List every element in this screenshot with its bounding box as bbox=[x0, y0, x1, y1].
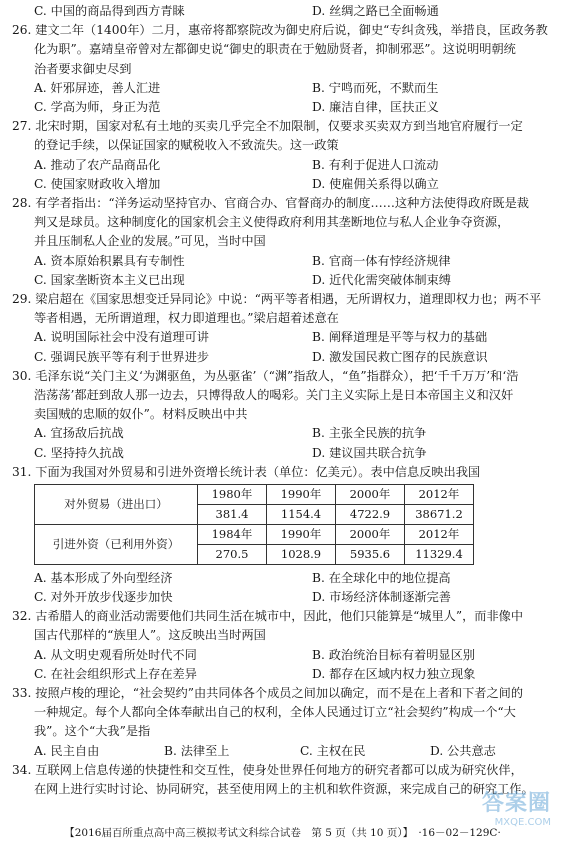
question-26 bbox=[12, 21, 553, 117]
value-cell: 1028.9 bbox=[267, 544, 336, 564]
option-c: C. 主权在民 bbox=[300, 743, 366, 758]
value-cell: 270.5 bbox=[198, 544, 267, 564]
option-c: C. 强调民族平等有利于世界进步 bbox=[34, 349, 210, 364]
question-text-line: 34. 互联网上信息传递的快捷性和交互性，使身处世界任何地方的研究者都可以成为研究伙伴， bbox=[12, 762, 523, 777]
question-text-line: 国古代那样的“族里人”。这反映出当时两国 bbox=[34, 628, 266, 643]
option-a: A. 资本原始积累具有专制性 bbox=[34, 253, 185, 268]
year-cell: 2000年 bbox=[336, 484, 405, 504]
question-text-line: 29. 梁启超在《国家思想变迁异同论》中说：“两平等者相遇，无所谓权力，道理即权力也；两不平 bbox=[12, 291, 542, 306]
option-b: B. 政治统治目标有着明显区别 bbox=[312, 647, 475, 662]
year-cell: 1984年 bbox=[198, 524, 267, 544]
question-text-line: 并且压制私人企业的发展。”可见，当时中国 bbox=[34, 234, 266, 249]
question-text-line: 在网上进行实时讨论、协同研究，甚至使用网上的主机和软件资源，来完成自己的研究工作。 bbox=[34, 782, 534, 797]
option-a: A. 奸邪屏迹，善人汇进 bbox=[34, 80, 161, 95]
year-cell: 2000年 bbox=[336, 524, 405, 544]
year-cell: 1980年 bbox=[198, 484, 267, 504]
question-text-line: 一种规定。每个人都向全体奉献出自己的权利，全体人民通过订立“社会契约”构成一个“大 bbox=[34, 705, 516, 720]
option-d: D. 公共意志 bbox=[430, 743, 496, 758]
options-row bbox=[12, 569, 553, 588]
question-31 bbox=[12, 463, 553, 608]
option-d: D. 激发国民救亡图存的民族意识 bbox=[312, 349, 488, 364]
question-text-line: 浩荡荡’都赶到敌人那一边去，只博得敌人的喝彩。关门主义实际上是日本帝国主义和汉奸 bbox=[34, 387, 514, 402]
row-label-trade: 对外贸易（进出口） bbox=[35, 484, 198, 524]
prev-question-options bbox=[12, 2, 553, 21]
question-text-line: 27. 北宋时期，国家对私有土地的买卖几乎完全不加限制，仅要求买卖双方到当地官府履行一定 bbox=[12, 119, 523, 134]
option-c: C. 坚持持久抗战 bbox=[34, 445, 124, 460]
value-cell: 38671.2 bbox=[405, 504, 474, 524]
options-row bbox=[12, 444, 553, 463]
question-text-line: 的登记手续，以保证国家的赋税收入不致流失。这一政策 bbox=[34, 138, 339, 153]
options-row bbox=[12, 424, 553, 443]
value-cell: 4722.9 bbox=[336, 504, 405, 524]
option-d: D. 建议国共联合抗争 bbox=[312, 445, 427, 460]
question-text-line: 治者要求御史尽到 bbox=[34, 61, 132, 76]
option-c: C. 国家垄断资本主义已出现 bbox=[34, 272, 185, 287]
question-text-line: 卖国贼的忠顺的奴仆”。材料反映出中共 bbox=[34, 407, 248, 422]
year-cell: 1990年 bbox=[267, 524, 336, 544]
option-a: A. 宜扬敌后抗战 bbox=[34, 426, 124, 441]
value-cell: 1154.4 bbox=[267, 504, 336, 524]
option-a: A. 基本形成了外向型经济 bbox=[34, 570, 173, 585]
question-34 bbox=[12, 761, 553, 799]
option-b: B. 阐释道理是平等与权力的基础 bbox=[312, 330, 488, 345]
page-footer: 【2016届百所重点高中高三模拟考试文科综合试卷 第 5 页（共 10 页）】 ·16－02－129C· bbox=[64, 827, 501, 839]
option-b: B. 官商一体有悖经济规律 bbox=[312, 253, 451, 268]
watermark-text: 答案圈 bbox=[481, 791, 551, 816]
option-d: D. 都存在区域内权力独立现象 bbox=[312, 666, 476, 681]
option-b: B. 在全球化中的地位提高 bbox=[312, 570, 451, 585]
option-b: B. 宁鸣而死，不默而生 bbox=[312, 80, 439, 95]
options-row bbox=[12, 348, 553, 367]
question-29 bbox=[12, 290, 553, 367]
option-d: D. 丝绸之路已全面畅通 bbox=[312, 4, 439, 18]
site-watermark-logo bbox=[482, 786, 551, 828]
options-row bbox=[12, 742, 553, 761]
option-d: D. 使雇佣关系得以确立 bbox=[312, 176, 439, 191]
question-text-line: 等者相遇，无所谓道理，权力即道理也。”梁启超着述意在 bbox=[34, 311, 339, 326]
option-b: B. 主张全民族的抗争 bbox=[312, 426, 427, 441]
option-b: B. 有利于促进人口流动 bbox=[312, 157, 439, 172]
row-label-investment: 引进外资（已利用外资） bbox=[35, 524, 198, 564]
value-cell: 5935.6 bbox=[336, 544, 405, 564]
table-row bbox=[35, 524, 474, 544]
options-row bbox=[12, 665, 553, 684]
question-text-line: 31. 下面为我国对外贸易和引进外资增长统计表（单位：亿美元）。表中信息反映出我国 bbox=[12, 464, 481, 479]
question-text-line: 判又是球员。这种制度化的国家机会主义使得政府利用其垄断地位与私人企业争夺资源， bbox=[34, 215, 510, 230]
question-text-line: 33. 按照卢梭的理论，“社会契约”由共同体各个成员之间加以确定，而不是在上者和下者之间的 bbox=[12, 686, 524, 701]
options-row bbox=[12, 588, 553, 607]
option-b: B. 法律至上 bbox=[164, 743, 230, 758]
question-28 bbox=[12, 194, 553, 290]
options-row bbox=[12, 252, 553, 271]
option-c: C. 在社会组织形式上存在差异 bbox=[34, 666, 197, 681]
options-row bbox=[12, 98, 553, 117]
year-cell: 2012年 bbox=[405, 524, 474, 544]
question-33 bbox=[12, 684, 553, 761]
question-32 bbox=[12, 607, 553, 684]
value-cell: 381.4 bbox=[198, 504, 267, 524]
question-30 bbox=[12, 367, 553, 463]
option-d: D. 市场经济体制逐渐完善 bbox=[312, 590, 451, 605]
option-d: D. 廉洁自律，匡扶正义 bbox=[312, 99, 439, 114]
options-row bbox=[12, 271, 553, 290]
option-c: C. 中国的商品得到西方青睐 bbox=[34, 4, 185, 18]
table-row bbox=[35, 484, 474, 504]
options-row bbox=[12, 79, 553, 98]
question-text-line: 30. 毛泽东说“关门主义‘为渊驱鱼，为丛驱雀’（“渊”指敌人，“鱼”指群众），把‘千千万万’和‘浩 bbox=[12, 368, 519, 383]
statistics-table bbox=[34, 484, 474, 565]
option-c: C. 使国家财政收入增加 bbox=[34, 176, 161, 191]
year-cell: 2012年 bbox=[405, 484, 474, 504]
value-cell: 11329.4 bbox=[405, 544, 474, 564]
question-text-line: 我”。这个“大我”是指 bbox=[34, 724, 151, 739]
option-a: A. 说明国际社会中没有道理可讲 bbox=[34, 330, 209, 345]
watermark-url: MXQE.COM bbox=[494, 817, 551, 828]
question-text-line: 26. 建文二年（1400年）二月，惠帝将都察院改为御史府后说，御史“专纠贪残，举措良，匡政务教 bbox=[12, 23, 548, 38]
option-c: C. 学高为师，身正为范 bbox=[34, 99, 161, 114]
question-text-line: 32. 古希腊人的商业活动需要他们共同生活在城市中，因此，他们只能算是“城里人”，而非像中 bbox=[12, 609, 524, 624]
question-text-line: 化为职”。嘉靖皇帝曾对左都御史说“御史的职责在于勉励贤者，抑制邪恶”。这说明明朝统 bbox=[34, 42, 516, 57]
option-a: A. 推动了农产品商品化 bbox=[34, 157, 161, 172]
year-cell: 1990年 bbox=[267, 484, 336, 504]
option-a: A. 民主自由 bbox=[34, 743, 100, 758]
options-row bbox=[12, 328, 553, 347]
options-row bbox=[12, 646, 553, 665]
option-a: A. 从文明史观看所处时代不同 bbox=[34, 647, 197, 662]
question-text-line: 28. 有学者指出：“洋务运动坚持官办、官商合办、官督商办的制度……这种方法使得政府既是裁 bbox=[12, 195, 529, 210]
question-27 bbox=[12, 117, 553, 194]
options-row bbox=[12, 156, 553, 175]
option-c: C. 对外开放步伐逐步加快 bbox=[34, 590, 173, 605]
option-d: D. 近代化需突破体制束缚 bbox=[312, 272, 451, 287]
options-row bbox=[12, 175, 553, 194]
